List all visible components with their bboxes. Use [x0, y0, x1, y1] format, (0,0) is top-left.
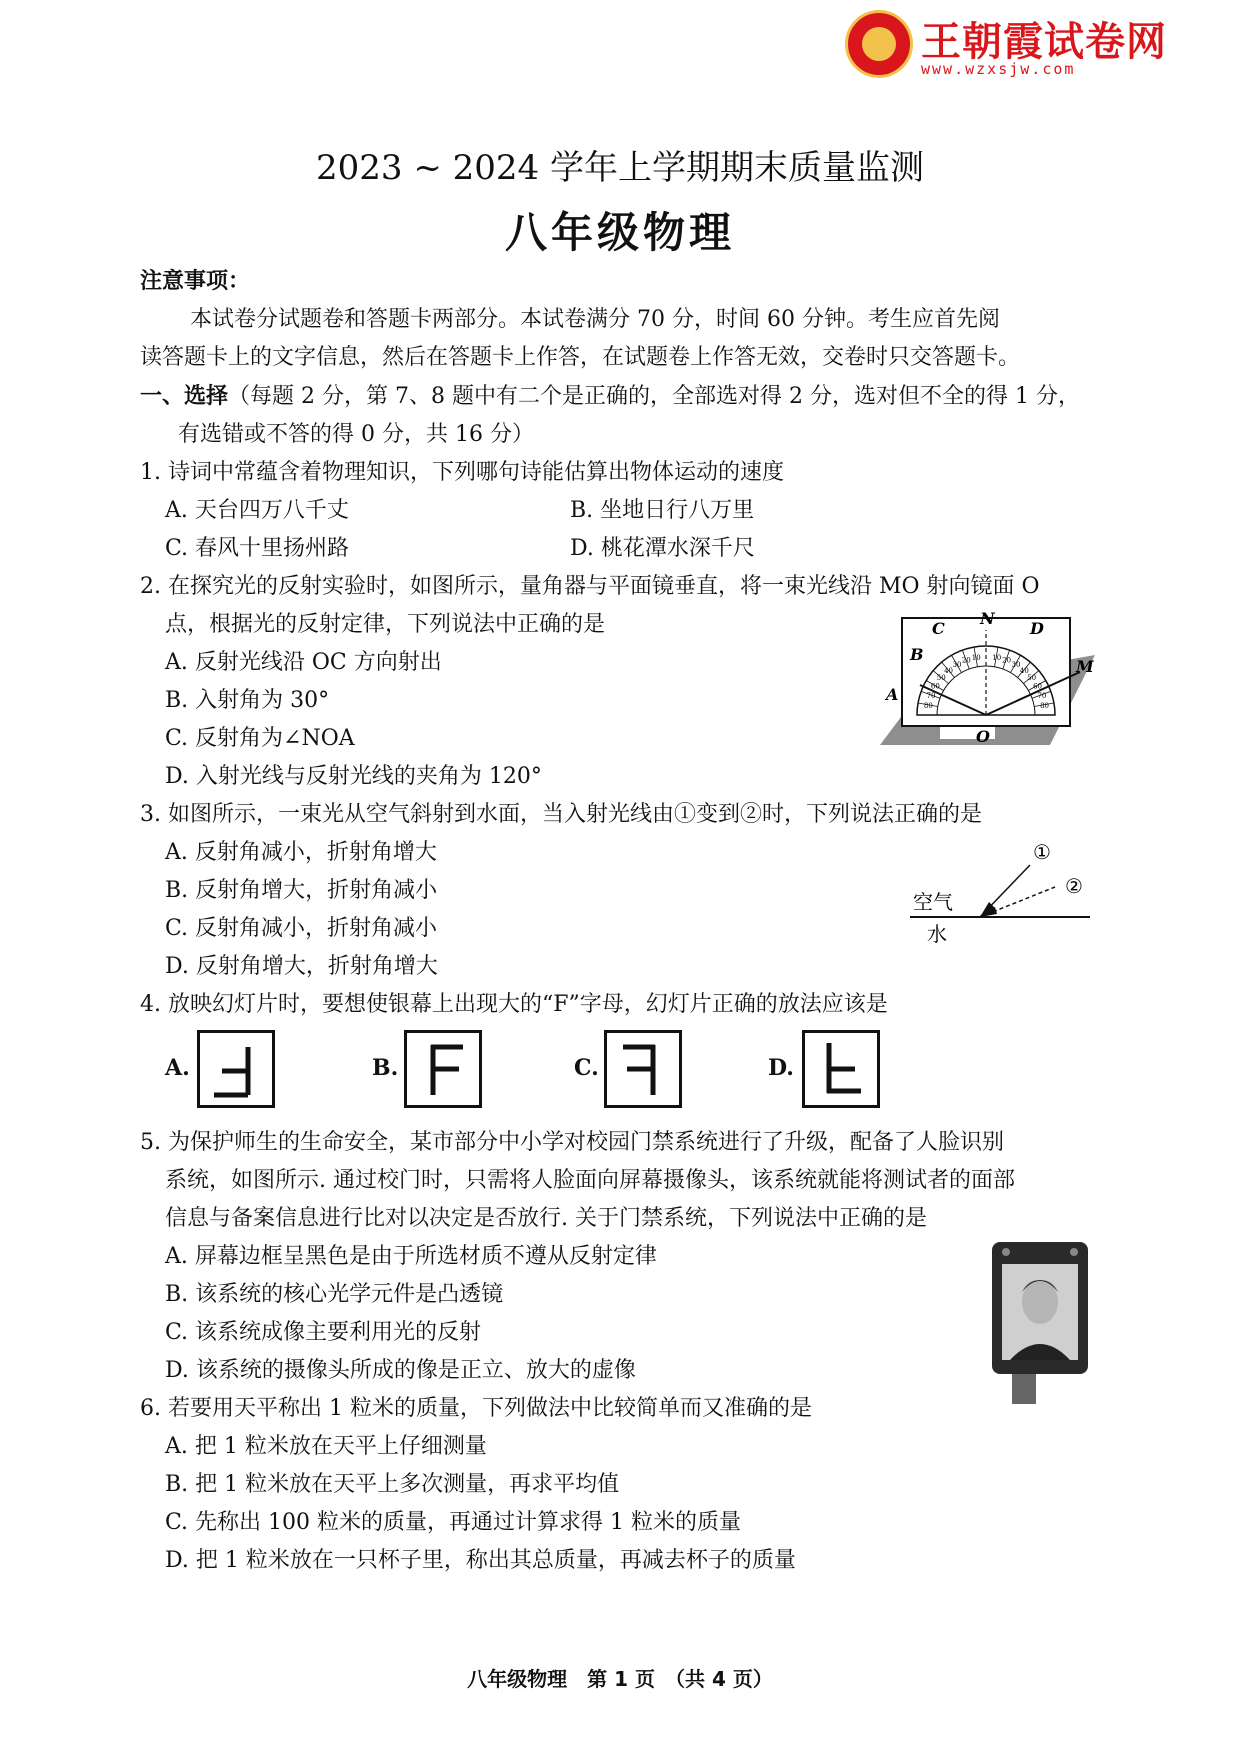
q5-stem-2: 系统，如图所示. 通过校门时，只需将人脸面向屏幕摄像头，该系统就能将测试者的面部 [165, 1168, 1015, 1193]
label-b: B [910, 645, 924, 664]
q4-stem: 4. 放映幻灯片时，要想使银幕上出现大的“F”字母，幻灯片正确的放法应该是 [140, 992, 888, 1017]
protractor-tick-label: 60 [1033, 682, 1043, 691]
q5-option-b: B. 该系统的核心光学元件是凸透镜 [165, 1282, 504, 1307]
label-a: A [886, 685, 899, 704]
reflection-experiment-figure [880, 610, 1095, 752]
q1-option-a: A. 天台四万八千丈 [165, 498, 349, 523]
protractor-tick-label: 70 [926, 691, 936, 700]
protractor-tick-label: 50 [936, 674, 946, 683]
q3-option-c: C. 反射角减小，折射角减小 [165, 916, 438, 941]
section-title: 一、选择 [140, 384, 229, 409]
face-icon [1022, 1280, 1058, 1324]
slide-c-glyph [607, 1033, 679, 1105]
logo-url: www.wzxsjw.com [921, 60, 1076, 78]
q3-option-d: D. 反射角增大，折射角增大 [165, 954, 438, 979]
label-m: M [1076, 657, 1094, 676]
notice-line: 读答题卡上的文字信息，然后在答题卡上作答，在试题卷上作答无效，交卷时只交答题卡。 [140, 345, 1021, 370]
refraction-figure [905, 835, 1095, 950]
protractor-tick-label: 80 [923, 701, 933, 710]
q4-label-a: A. [165, 1055, 190, 1081]
protractor-tick-label: 20 [961, 656, 971, 665]
logo-name: 王朝霞试卷网 [921, 19, 1167, 65]
slide-d-glyph [805, 1033, 877, 1105]
q4-slide-b [404, 1030, 482, 1108]
q4-label-d: D. [768, 1055, 794, 1081]
label-ray-2: ② [1065, 874, 1083, 898]
q6-stem: 6. 若要用天平称出 1 粒米的质量，下列做法中比较简单而又准确的是 [140, 1396, 812, 1421]
q2-option-a: A. 反射光线沿 OC 方向射出 [165, 650, 442, 675]
q6-option-b: B. 把 1 粒米放在天平上多次测量，再求平均值 [165, 1472, 620, 1497]
section-header [140, 382, 1080, 412]
q2-stem-2: 点，根据光的反射定律，下列说法中正确的是 [165, 612, 606, 637]
q1-option-c: C. 春风十里扬州路 [165, 536, 350, 561]
q4-slide-a [197, 1030, 275, 1108]
protractor-tick-label: 50 [1027, 674, 1037, 683]
q4-label-b: B. [372, 1055, 399, 1081]
site-logo [845, 10, 1167, 80]
q2-option-c: C. 反射角为∠NOA [165, 726, 355, 751]
notice-line: 本试卷分试题卷和答题卡两部分。本试卷满分 70 分，时间 60 分钟。考生应首先阅 [190, 307, 1000, 332]
protractor-tick-label: 30 [952, 660, 962, 669]
logo-badge-icon [845, 10, 913, 78]
q3-option-b: B. 反射角增大，折射角减小 [165, 878, 438, 903]
camera-icon [1002, 1248, 1010, 1256]
protractor-tick-label: 10 [992, 653, 1002, 662]
exam-subtitle: 八年级物理 [504, 208, 735, 257]
protractor-tick-label: 60 [930, 682, 940, 691]
q2-option-b: B. 入射角为 30° [165, 688, 330, 713]
q6-option-a: A. 把 1 粒米放在天平上仔细测量 [165, 1434, 487, 1459]
face-recognition-terminal-figure [990, 1240, 1090, 1405]
label-c: C [932, 619, 945, 638]
label-water: 水 [927, 922, 947, 946]
slide-b-glyph [407, 1033, 479, 1105]
protractor-tick-label: 10 [971, 653, 981, 662]
sensor-icon [1070, 1248, 1078, 1256]
q6-option-d: D. 把 1 粒米放在一只杯子里，称出其总质量，再减去杯子的质量 [165, 1548, 796, 1573]
q1-option-d: D. 桃花潭水深千尺 [570, 536, 755, 561]
q5-option-d: D. 该系统的摄像头所成的像是正立、放大的虚像 [165, 1358, 636, 1383]
exam-title: 2023 ~ 2024 学年上学期期末质量监测 [316, 148, 924, 188]
terminal-pole [1012, 1370, 1036, 1404]
protractor-tick-label: 40 [1019, 666, 1029, 675]
q4-slide-c [604, 1030, 682, 1108]
label-d: D [1030, 619, 1044, 638]
slide-a-glyph [200, 1033, 272, 1105]
q3-option-a: A. 反射角减小，折射角增大 [165, 840, 437, 865]
q5-stem-3: 信息与备案信息进行比对以决定是否放行. 关于门禁系统，下列说法中正确的是 [165, 1206, 927, 1231]
label-air: 空气 [913, 890, 953, 914]
notice-heading: 注意事项： [140, 269, 251, 294]
label-o: O [976, 727, 990, 746]
q2-option-d: D. 入射光线与反射光线的夹角为 120° [165, 764, 542, 789]
page-footer: 八年级物理 第 1 页 （共 4 页） [467, 1667, 773, 1691]
q1-stem: 1. 诗词中常蕴含着物理知识，下列哪句诗能估算出物体运动的速度 [140, 460, 784, 485]
label-n: N [980, 610, 995, 628]
q5-option-c: C. 该系统成像主要利用光的反射 [165, 1320, 482, 1345]
protractor-tick-label: 20 [1002, 656, 1012, 665]
q2-stem: 2. 在探究光的反射实验时，如图所示，量角器与平面镜垂直，将一束光线沿 MO 射向镜面 O [140, 574, 1040, 599]
protractor-tick-label: 70 [1037, 691, 1047, 700]
section-desc-2: 有选错或不答的得 0 分，共 16 分） [178, 422, 534, 447]
protractor-tick-label: 40 [944, 666, 953, 675]
q6-option-c: C. 先称出 100 粒米的质量，再通过计算求得 1 粒米的质量 [165, 1510, 741, 1535]
q5-stem: 5. 为保护师生的生命安全，某市部分中小学对校园门禁系统进行了升级，配备了人脸识别 [140, 1130, 1004, 1155]
section-desc: （每题 2 分，第 7、8 题中有二个是正确的，全部选对得 2 分，选对但不全的得 1 分， [228, 384, 1080, 409]
q5-option-a: A. 屏幕边框呈黑色是由于所选材质不遵从反射定律 [165, 1244, 657, 1269]
q1-option-b: B. 坐地日行八万里 [570, 498, 755, 523]
q4-label-c: C. [574, 1055, 599, 1081]
protractor-tick-label: 80 [1040, 701, 1050, 710]
q3-stem: 3. 如图所示，一束光从空气斜射到水面，当入射光线由①变到②时，下列说法正确的是 [140, 802, 982, 827]
q4-slide-d [802, 1030, 880, 1108]
protractor-tick-label: 30 [1011, 660, 1021, 669]
label-ray-1: ① [1033, 840, 1051, 864]
